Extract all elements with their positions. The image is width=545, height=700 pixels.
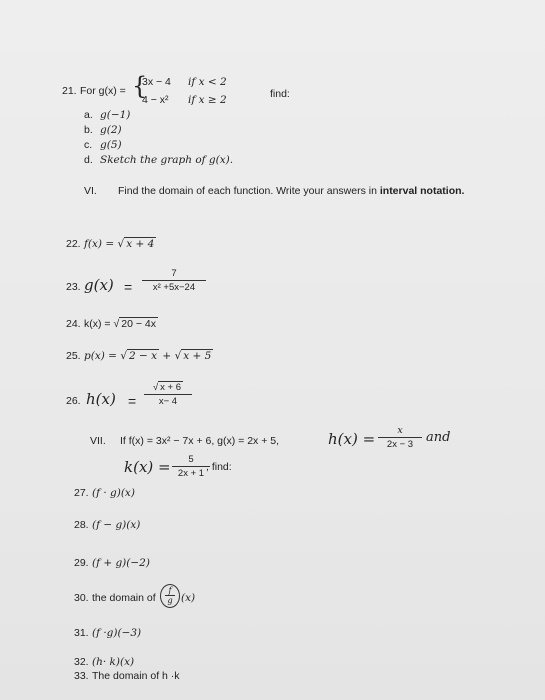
piecewise-brace: { <box>132 72 148 100</box>
q21-part-b: g(2) <box>100 124 122 136</box>
q30-tail: (x) <box>181 592 196 604</box>
q24-number: 24. <box>66 318 81 330</box>
q30-frac-num: f <box>168 586 172 595</box>
q30-label: the domain of <box>92 592 156 604</box>
q27-number: 27. <box>74 487 89 499</box>
q32-number: 32. <box>74 656 89 668</box>
q24-lhs: k(x) = <box>84 318 114 330</box>
k-denominator: 2x + 1 <box>177 468 205 479</box>
section-vii-line1: If f(x) = 3x² − 7x + 6, g(x) = 2x + 5, <box>120 435 280 447</box>
section-vii-roman: VII. <box>90 435 106 447</box>
h-denominator: 2x − 3 <box>386 439 414 450</box>
q21-part-d-letter: d. <box>84 154 93 166</box>
q21-part-b-letter: b. <box>84 124 93 136</box>
section-vii-hx: h(x) = <box>328 430 376 448</box>
sqrt-symbol: √ <box>120 350 128 362</box>
fraction-bar <box>378 437 422 438</box>
q21-part-a: g(−1) <box>100 109 131 121</box>
q30-paren-fraction <box>160 584 180 608</box>
q21-number: 21. <box>62 85 77 97</box>
q24-radicand: 20 − 4x <box>121 318 156 330</box>
q29-expr: (f + g)(−2) <box>92 557 150 569</box>
section-vi-instruction <box>118 185 464 197</box>
q21-part-a-letter: a. <box>84 109 93 121</box>
q25-number: 25. <box>66 350 81 362</box>
q25-plus: + <box>159 350 175 362</box>
section-vii-find: , find: <box>206 461 232 473</box>
section-vii-k-fraction <box>172 454 210 479</box>
q33-number: 33. <box>74 670 89 682</box>
q22-radicand: x + 4 <box>126 238 155 250</box>
fraction-bar <box>144 394 192 395</box>
section-vii-kx: k(x) = <box>124 458 171 476</box>
q21-case1-cond: if x < 2 <box>188 76 227 88</box>
q22-number: 22. <box>66 238 81 250</box>
q21-find: find: <box>270 88 290 100</box>
q23-number: 23. <box>66 281 81 293</box>
q27-expr: (f · g)(x) <box>92 487 135 499</box>
q21-part-d: Sketch the graph of g(x). <box>100 154 234 166</box>
q29-number: 29. <box>74 557 89 569</box>
section-vii-and: and <box>426 430 451 445</box>
q26-fraction <box>144 382 192 407</box>
sqrt-symbol: √ <box>117 238 125 250</box>
q25-function <box>84 350 213 362</box>
q21-case1-expr: 3x − 4 <box>142 76 171 88</box>
q23-denominator: x² +5x−24 <box>152 282 196 293</box>
q31-number: 31. <box>74 627 89 639</box>
section-vii-h-fraction <box>378 425 422 450</box>
q26-number: 26. <box>66 395 81 407</box>
q21-case2-expr: 4 − x² <box>142 94 169 106</box>
q25-lhs: p(x) = <box>84 350 121 362</box>
k-numerator: 5 <box>188 454 194 465</box>
q23-numerator: 7 <box>171 268 177 279</box>
fraction-bar <box>172 466 210 467</box>
fraction-bar <box>142 280 206 281</box>
q26-numerator <box>144 382 192 393</box>
q23-fraction <box>142 268 206 293</box>
q21-part-c-letter: c. <box>84 139 93 151</box>
q24-function <box>84 318 158 330</box>
q23-lhs: g(x) <box>84 276 114 294</box>
q23-equals: = <box>124 279 133 295</box>
q25-radicand-1: 2 − x <box>129 350 158 362</box>
sqrt-symbol: √ <box>152 382 159 393</box>
q25-radicand-2: x + 5 <box>183 350 212 362</box>
q28-number: 28. <box>74 519 89 531</box>
sqrt-symbol: √ <box>174 350 182 362</box>
section-vi-roman: VI. <box>84 185 97 197</box>
q22-lhs: f(x) = <box>84 238 118 250</box>
q21-case2-cond: if x ≥ 2 <box>188 94 227 106</box>
section-vi-instruction-bold: interval notation. <box>379 185 465 197</box>
q26-numerator-radicand: x + 6 <box>160 382 182 393</box>
q21-part-c: g(5) <box>100 139 122 151</box>
h-numerator: x <box>397 425 403 436</box>
q28-expr: (f − g)(x) <box>92 519 141 531</box>
q21-label: For g(x) = <box>80 85 126 97</box>
sqrt-symbol: √ <box>113 318 120 330</box>
q31-expr: (f ·g)(−3) <box>92 627 142 639</box>
q22-function <box>84 238 156 250</box>
q26-denominator: x− 4 <box>158 396 178 407</box>
q30-number: 30. <box>74 592 89 604</box>
q26-equals: = <box>128 393 137 409</box>
q33-text: The domain of h ·k <box>92 670 180 682</box>
q26-lhs: h(x) <box>86 390 116 408</box>
q32-expr: (h· k)(x) <box>92 656 135 668</box>
q30-frac-den: g <box>167 596 173 605</box>
section-vi-instruction-text: Find the domain of each function. Write your answers in <box>118 185 380 197</box>
